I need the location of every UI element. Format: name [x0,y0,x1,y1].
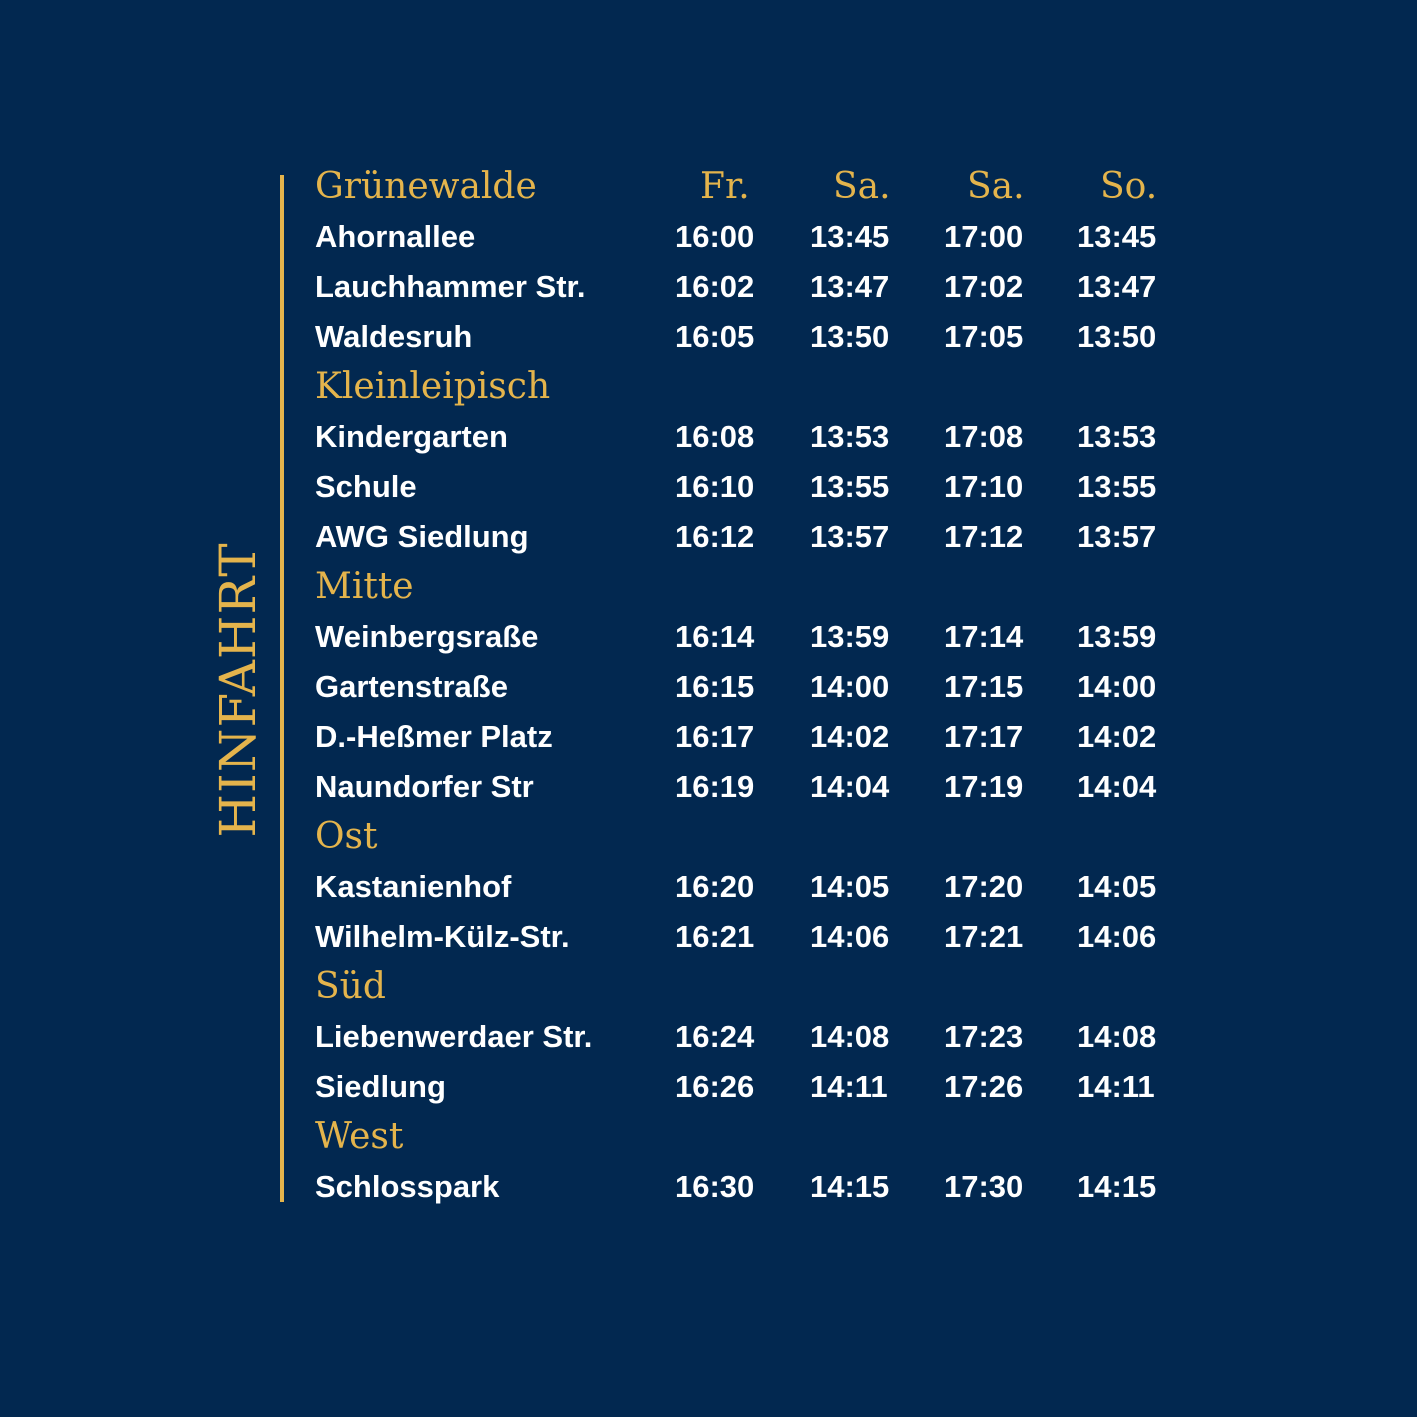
departure-time: 14:00 [1077,669,1157,704]
zone-header-row [0,162,1417,212]
stop-row [0,512,1417,562]
direction-title: HINFAHRT [209,542,267,838]
stop-name: Schule [315,469,417,504]
departure-time: 14:04 [1077,769,1157,804]
departure-time: 16:20 [675,869,755,904]
stop-name: AWG Siedlung [315,519,529,554]
departure-time: 13:55 [1077,469,1157,504]
departure-time: 16:02 [675,269,755,304]
stop-name: Wilhelm-Külz-Str. [315,919,570,954]
departure-time: 17:20 [944,869,1024,904]
departure-time: 13:50 [810,319,890,354]
departure-time: 14:02 [810,719,890,754]
departure-time: 13:45 [810,219,890,254]
day-header: So. [1100,166,1158,207]
stop-row [0,662,1417,712]
departure-time: 14:05 [810,869,890,904]
departure-time: 17:10 [944,469,1024,504]
departure-time: 16:17 [675,719,755,754]
zone-name: West [315,1116,404,1157]
stop-row [0,612,1417,662]
stop-row [0,912,1417,962]
departure-time: 16:14 [675,619,755,654]
departure-time: 14:06 [810,919,890,954]
stop-name: Siedlung [315,1069,446,1104]
stop-name: Liebenwerdaer Str. [315,1019,593,1054]
stop-name: Schlosspark [315,1169,500,1204]
departure-time: 13:50 [1077,319,1157,354]
departure-time: 13:53 [1077,419,1157,454]
departure-time: 13:59 [810,619,890,654]
stop-row [0,1012,1417,1062]
departure-time: 17:15 [944,669,1024,704]
stop-name: Gartenstraße [315,669,508,704]
departure-time: 16:26 [675,1069,755,1104]
stop-name: Weinbergsraße [315,619,539,654]
stop-row [0,462,1417,512]
departure-time: 14:15 [810,1169,890,1204]
departure-time: 17:00 [944,219,1024,254]
departure-time: 14:11 [810,1069,888,1104]
zone-name: Mitte [315,566,414,607]
departure-time: 14:02 [1077,719,1157,754]
departure-time: 17:08 [944,419,1024,454]
departure-time: 14:00 [810,669,890,704]
departure-time: 14:11 [1077,1069,1155,1104]
departure-time: 14:05 [1077,869,1157,904]
departure-time: 16:00 [675,219,755,254]
departure-time: 17:23 [944,1019,1024,1054]
zone-name: Ost [315,816,378,857]
day-header: Sa. [833,166,891,207]
stop-row [0,262,1417,312]
stop-row [0,862,1417,912]
departure-time: 14:06 [1077,919,1157,954]
departure-time: 17:12 [944,519,1024,554]
departure-time: 16:12 [675,519,755,554]
zone-header-row [0,812,1417,862]
departure-time: 16:10 [675,469,755,504]
departure-time: 13:53 [810,419,890,454]
departure-time: 14:08 [1077,1019,1157,1054]
stop-name: Ahornallee [315,219,476,254]
zone-header-row [0,1112,1417,1162]
departure-time: 17:14 [944,619,1024,654]
departure-time: 14:04 [810,769,890,804]
departure-time: 13:47 [1077,269,1157,304]
departure-time: 16:30 [675,1169,755,1204]
departure-time: 13:57 [1077,519,1157,554]
departure-time: 17:26 [944,1069,1024,1104]
zone-name: Kleinleipisch [315,366,551,407]
departure-time: 17:21 [944,919,1024,954]
departure-time: 16:15 [675,669,755,704]
departure-time: 14:08 [810,1019,890,1054]
day-header: Fr. [700,166,750,207]
departure-time: 16:08 [675,419,755,454]
stop-row [0,712,1417,762]
stop-name: D.-Heßmer Platz [315,719,553,754]
stop-row [0,212,1417,262]
stop-row [0,312,1417,362]
departure-time: 16:19 [675,769,755,804]
stop-name: Naundorfer Str [315,769,534,804]
stop-row [0,412,1417,462]
stop-name: Kastanienhof [315,869,512,904]
departure-time: 17:02 [944,269,1024,304]
departure-time: 14:15 [1077,1169,1157,1204]
zone-header-row [0,362,1417,412]
stop-row [0,762,1417,812]
day-header: Sa. [967,166,1025,207]
departure-time: 17:17 [944,719,1024,754]
departure-time: 16:24 [675,1019,755,1054]
stop-name: Lauchhammer Str. [315,269,586,304]
departure-time: 13:59 [1077,619,1157,654]
zone-name: Grünewalde [315,166,537,207]
departure-time: 16:05 [675,319,755,354]
departure-time: 16:21 [675,919,755,954]
departure-time: 17:30 [944,1169,1024,1204]
departure-time: 17:05 [944,319,1024,354]
stop-row [0,1162,1417,1212]
stop-name: Waldesruh [315,319,473,354]
zone-header-row [0,962,1417,1012]
stop-row [0,1062,1417,1112]
departure-time: 17:19 [944,769,1024,804]
stop-name: Kindergarten [315,419,508,454]
departure-time: 13:45 [1077,219,1157,254]
zone-header-row [0,562,1417,612]
departure-time: 13:47 [810,269,890,304]
zone-name: Süd [315,966,386,1007]
departure-time: 13:55 [810,469,890,504]
departure-time: 13:57 [810,519,890,554]
